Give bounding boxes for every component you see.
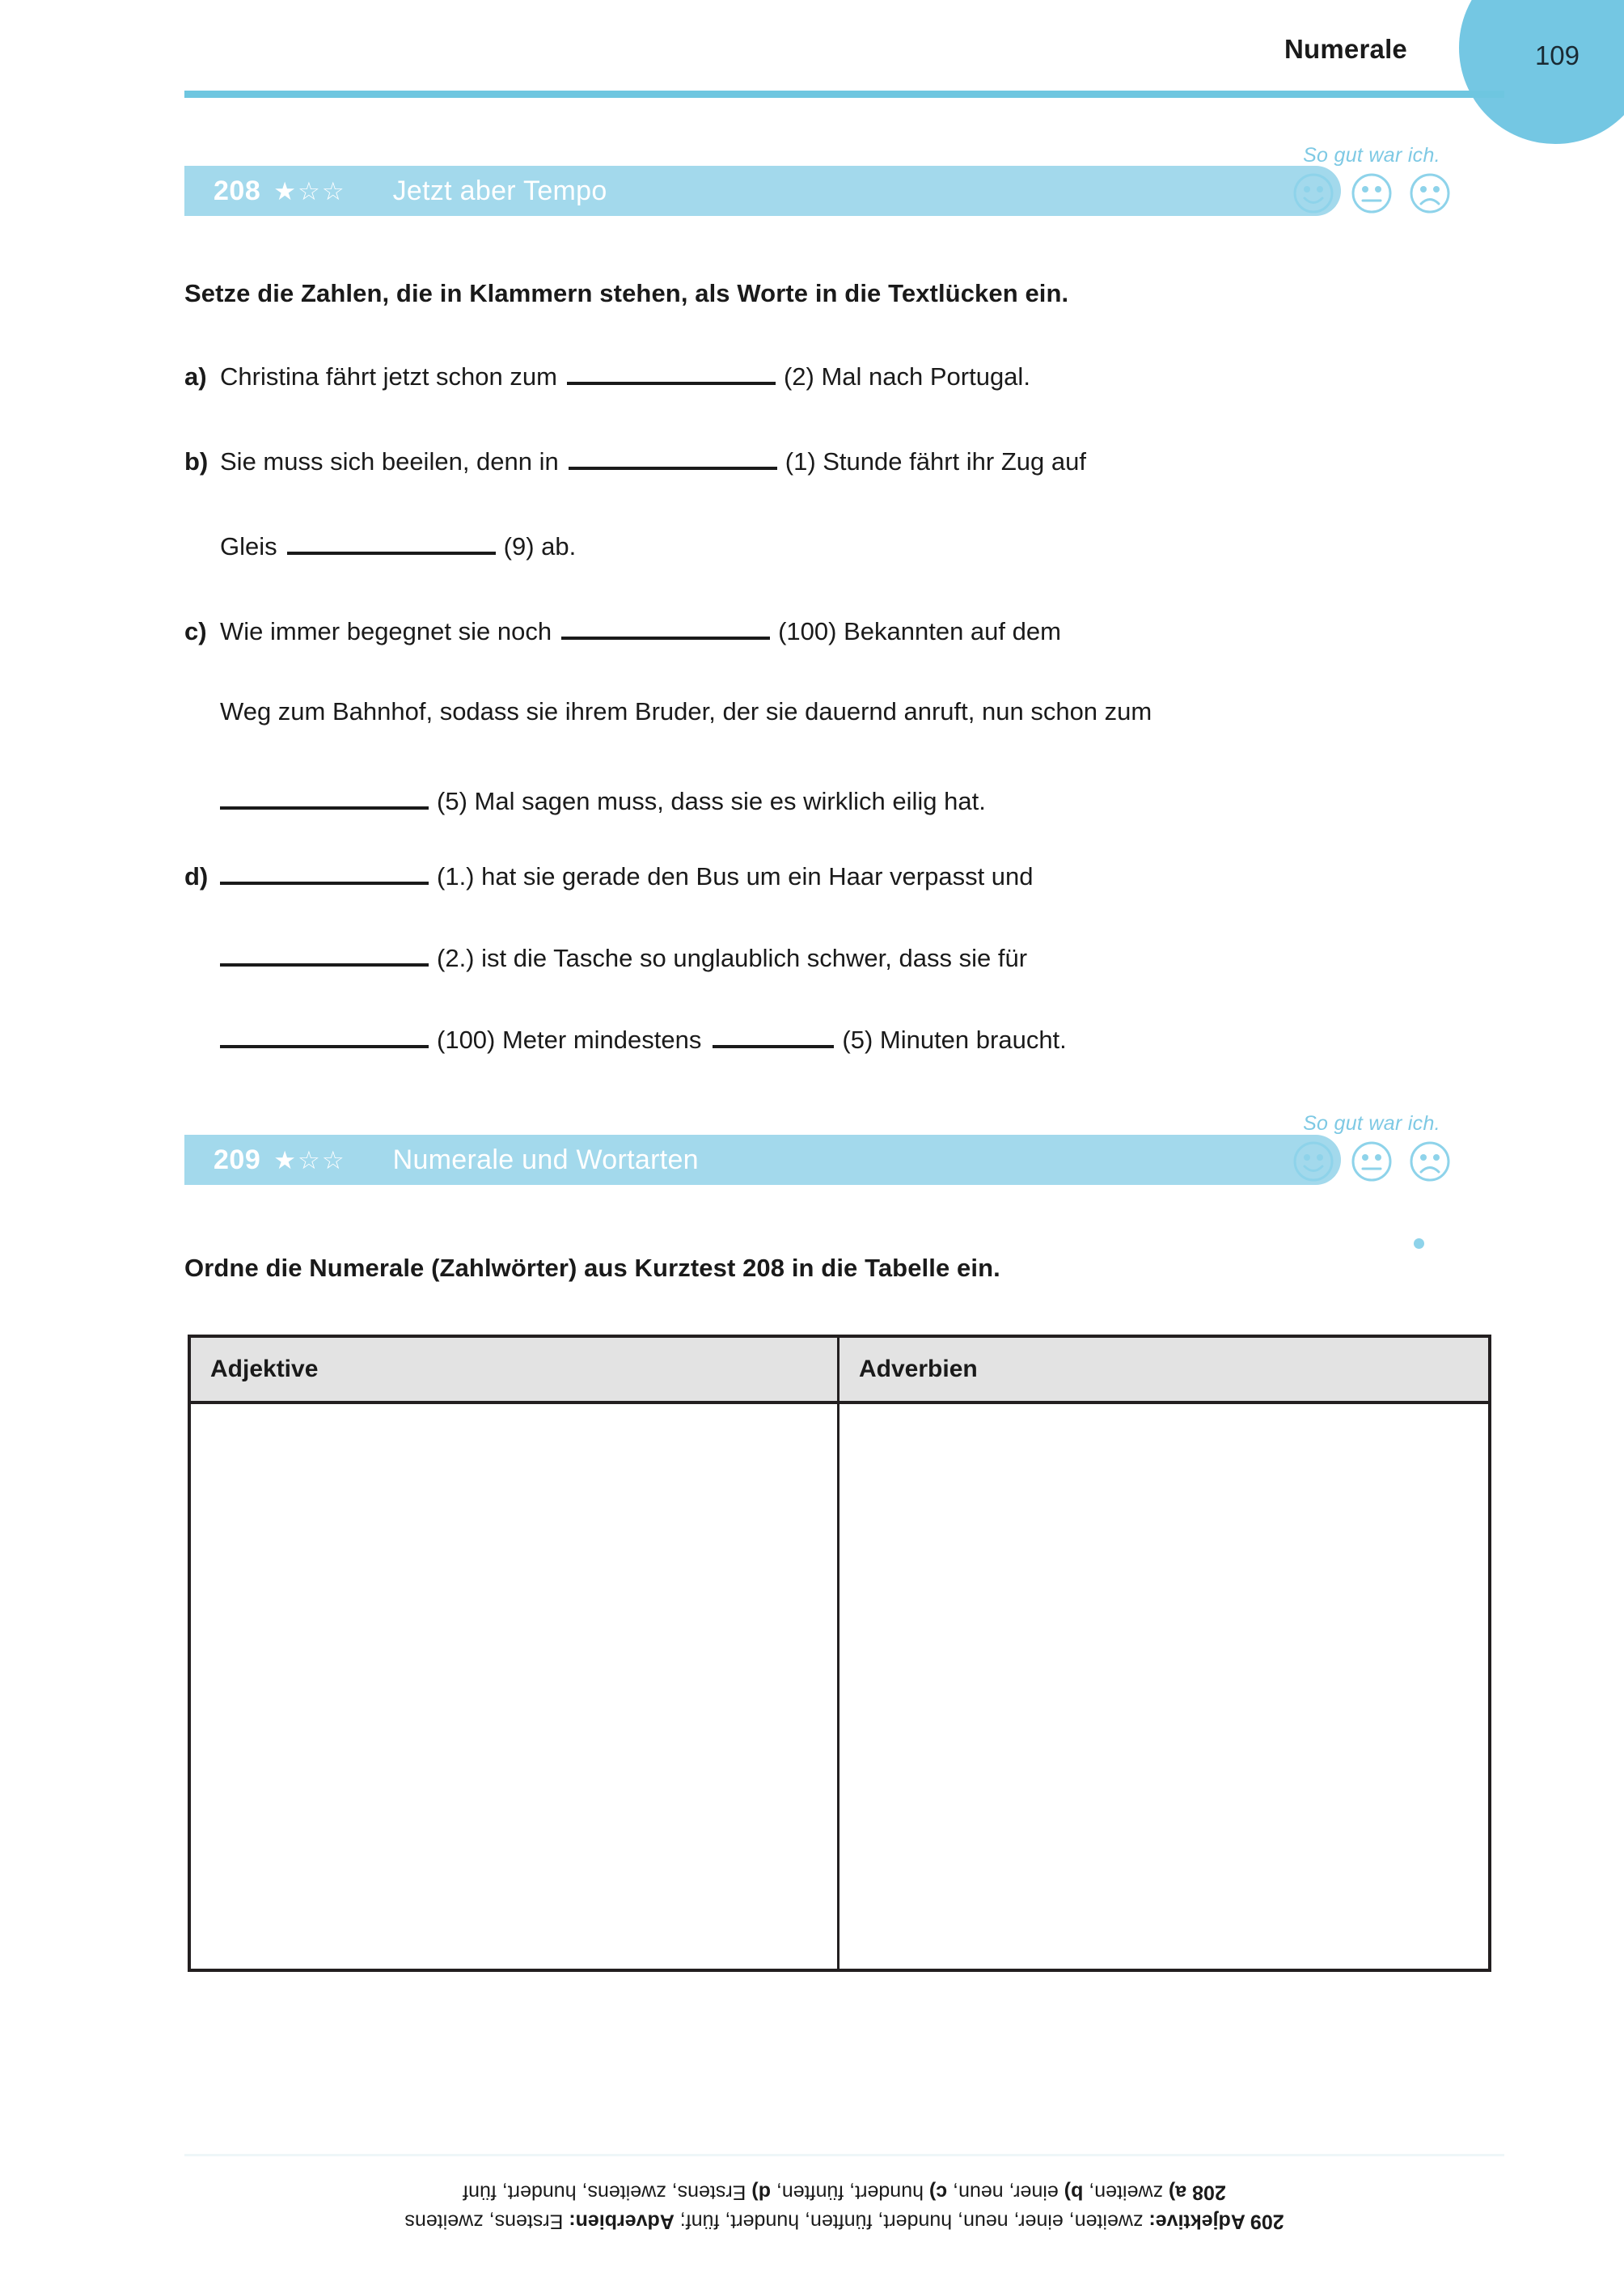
exercise-number-208: 208	[214, 175, 261, 206]
instruction-208: Setze die Zahlen, die in Klammern stehen, als Worte in die Textlücken ein.	[184, 279, 1069, 307]
question-text-after-d2: (2.) ist die Tasche so unglaublich schwer, dass sie für	[437, 944, 1028, 972]
answer-key-209-adjektive-label: 209 Adjektive:	[1148, 2210, 1284, 2233]
question-text-after-a1: (2) Mal nach Portugal.	[783, 362, 1030, 391]
self-assessment-209	[1292, 1112, 1451, 1182]
answer-key	[184, 2177, 1504, 2236]
self-assessment-208	[1292, 144, 1451, 214]
exercise-title-208: Jetzt aber Tempo	[392, 175, 607, 206]
smiley-rating-209	[1292, 1140, 1451, 1182]
answer-key-209-adverbien-label: Adverbien:	[569, 2210, 675, 2233]
answer-blank-d3[interactable]	[220, 1021, 429, 1048]
question-text-after-d1: (1.) hat sie gerade den Bus um ein Haar verpasst und	[437, 862, 1034, 891]
exercise-banner-208	[184, 166, 1341, 216]
answer-key-208-d-label: d)	[751, 2181, 771, 2204]
answer-key-208-d-text: Erstens, zweitens, hundert, fünf	[463, 2181, 752, 2204]
question-line-a1	[184, 357, 1030, 391]
word-type-table	[188, 1335, 1491, 1972]
answer-key-208-a-label: 208 a)	[1168, 2181, 1226, 2204]
question-line-b2	[184, 527, 576, 561]
footer-divider	[184, 2154, 1504, 2156]
question-text-after-d3: (100) Meter mindestens	[437, 1026, 702, 1054]
question-text-before-c2: Weg zum Bahnhof, sodass sie ihrem Bruder, der sie dauernd anruft, nun schon zum	[220, 697, 1152, 726]
question-label-d: d)	[184, 862, 209, 891]
neutral-face-icon-208[interactable]	[1351, 172, 1393, 214]
page-number: 109	[1534, 40, 1580, 70]
happy-face-icon-208[interactable]	[1292, 172, 1334, 214]
answer-blank-b2[interactable]	[287, 527, 496, 555]
question-text-before-b1: Sie muss sich beeilen, denn in	[220, 447, 559, 476]
question-line-c3	[184, 782, 986, 816]
table-header-adverbien: Adverbien	[859, 1356, 978, 1382]
answer-key-line-209	[184, 2206, 1504, 2236]
decorative-dot	[1414, 1238, 1424, 1249]
question-label-c: c)	[184, 617, 207, 645]
question-line-d3	[184, 1021, 1067, 1055]
table-cell-adverbien[interactable]	[839, 1404, 1488, 1969]
self-assessment-label-209: So gut war ich.	[1303, 1112, 1440, 1135]
answer-blank-d2[interactable]	[220, 939, 429, 967]
sad-face-icon-208[interactable]	[1409, 172, 1451, 214]
question-text-before-c1: Wie immer begegnet sie noch	[220, 617, 552, 645]
difficulty-stars-209: ★☆☆	[273, 1145, 346, 1174]
answer-key-209-adverbien-text: Erstens, zweitens	[404, 2210, 569, 2233]
instruction-209: Ordne die Numerale (Zahlwörter) aus Kurztest 208 in die Tabelle ein.	[184, 1254, 1000, 1282]
answer-key-208-b-label: b)	[1064, 2181, 1084, 2204]
answer-key-line-208	[184, 2177, 1504, 2206]
table-header-adjektive: Adjektive	[191, 1338, 839, 1401]
answer-key-208-b-text: einer, neun,	[947, 2181, 1064, 2204]
difficulty-stars-208: ★☆☆	[273, 176, 346, 205]
answer-blank-c3[interactable]	[220, 782, 429, 810]
answer-key-208-c-label: c)	[928, 2181, 948, 2204]
answer-key-208-a-text: zweiten,	[1083, 2181, 1169, 2204]
table-header-row	[191, 1338, 1488, 1404]
question-text-after-b2: (9) ab.	[503, 532, 577, 561]
question-text-after-d4: (5) Minuten braucht.	[842, 1026, 1067, 1054]
page-title: Numerale	[1284, 34, 1407, 64]
question-line-d2	[184, 939, 1027, 973]
exercise-number-209: 209	[214, 1144, 261, 1175]
question-line-c1	[184, 612, 1061, 646]
exercise-banner-209	[184, 1135, 1341, 1185]
question-line-c2	[184, 697, 1152, 726]
answer-blank-b1[interactable]	[569, 442, 777, 470]
page-number-circle	[1459, 0, 1624, 144]
answer-blank-a1[interactable]	[567, 357, 776, 385]
question-label-b: b)	[184, 447, 209, 476]
answer-blank-d1[interactable]	[220, 857, 429, 885]
neutral-face-icon-209[interactable]	[1351, 1140, 1393, 1182]
question-line-b1	[184, 442, 1086, 476]
question-text-before-b2: Gleis	[220, 532, 277, 561]
self-assessment-label-208: So gut war ich.	[1303, 144, 1440, 167]
question-text-after-c1: (100) Bekannten auf dem	[778, 617, 1061, 645]
header-divider	[184, 91, 1504, 98]
answer-blank-c1[interactable]	[561, 612, 770, 640]
question-text-after-b1: (1) Stunde fährt ihr Zug auf	[785, 447, 1086, 476]
answer-key-208-c-text: hundert, fünften,	[770, 2181, 929, 2204]
exercise-title-209: Numerale und Wortarten	[392, 1144, 699, 1175]
question-label-a: a)	[184, 362, 207, 391]
answer-blank-d4[interactable]	[713, 1021, 834, 1048]
happy-face-icon-209[interactable]	[1292, 1140, 1334, 1182]
question-line-d1	[184, 857, 1034, 891]
table-cell-adjektive[interactable]	[191, 1404, 839, 1969]
table-body-row	[191, 1404, 1488, 1969]
smiley-rating-208	[1292, 172, 1451, 214]
sad-face-icon-209[interactable]	[1409, 1140, 1451, 1182]
question-text-after-c3: (5) Mal sagen muss, dass sie es wirklich eilig hat.	[437, 787, 986, 815]
question-text-before-a1: Christina fährt jetzt schon zum	[220, 362, 557, 391]
answer-key-209-adjektive-text: zweiten, einer, neun, hundert, fünften, hundert, fünf;	[674, 2210, 1149, 2233]
